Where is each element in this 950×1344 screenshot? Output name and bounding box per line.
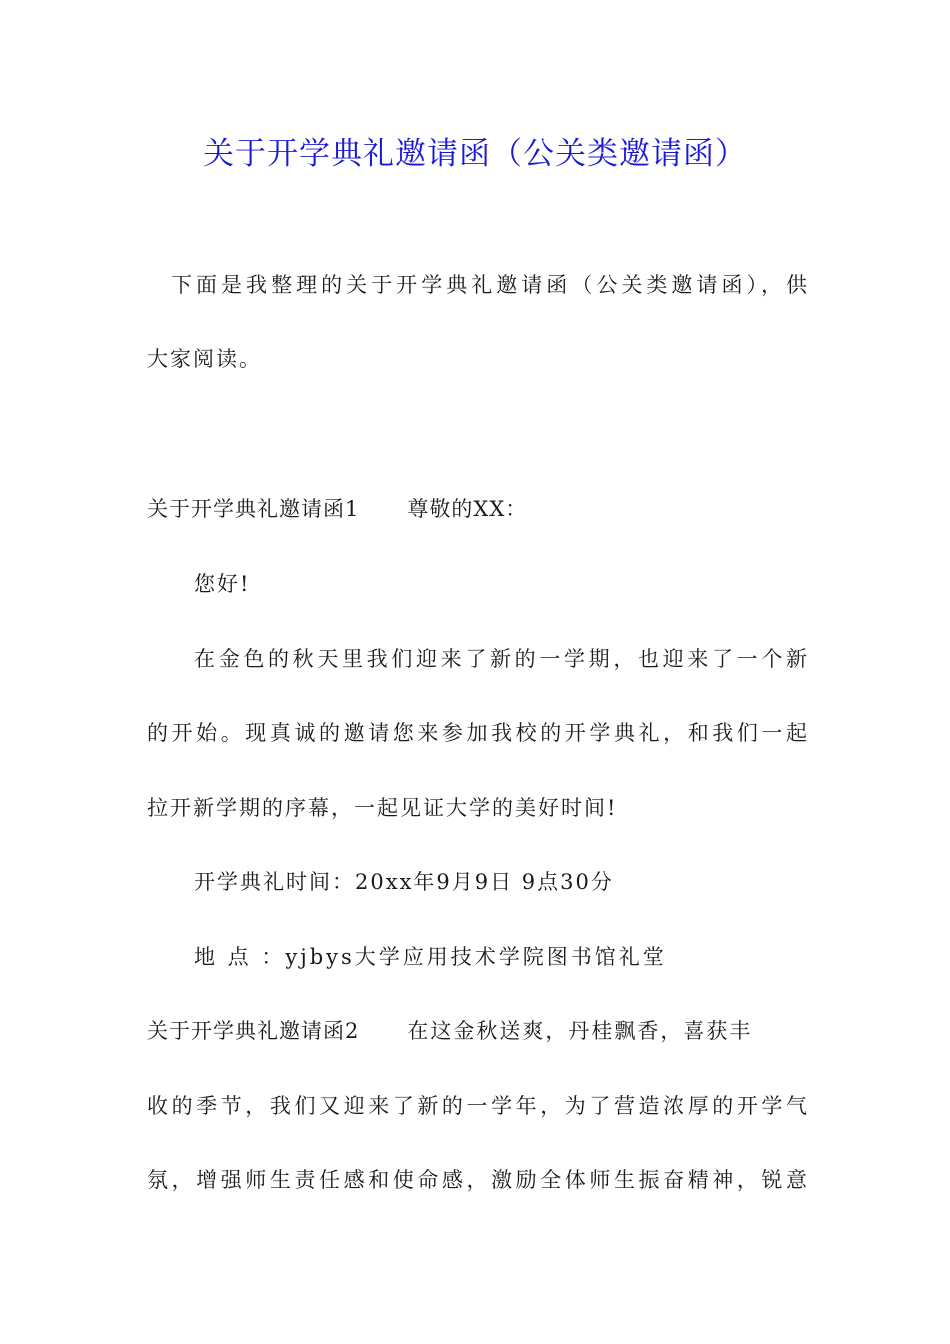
- section1-time: 开学典礼时间：20xx年9月9日 9点30分: [194, 870, 614, 894]
- document-title: 关于开学典礼邀请函（公关类邀请函）: [203, 136, 747, 172]
- section1-salutation: 尊敬的XX：: [407, 497, 528, 521]
- section2-line-1-rest: 在这金秋送爽，丹桂飘香，喜获丰: [407, 1019, 753, 1043]
- section1-heading: 关于开学典礼邀请函1: [147, 497, 360, 521]
- section1-para-line-3: 拉开新学期的序幕，一起见证大学的美好时间!: [147, 796, 618, 820]
- section1-place: 地 点 ：yjbys大学应用技术学院图书馆礼堂: [194, 945, 667, 969]
- section1-greeting: 您好!: [194, 572, 251, 596]
- intro-line-1: 下面是我整理的关于开学典礼邀请函（公关类邀请函），供: [171, 273, 807, 297]
- section1-heading-line: [147, 494, 807, 524]
- section2-heading-line: [147, 1016, 807, 1046]
- section1-para-line-2: 的开始。现真诚的邀请您来参加我校的开学典礼，和我们一起: [147, 721, 807, 745]
- section2-heading: 关于开学典礼邀请函2: [147, 1019, 360, 1043]
- section2-line-3: 氛，增强师生责任感和使命感，激励全体师生振奋精神，锐意: [147, 1168, 807, 1192]
- section1-para-line-1: 在金色的秋天里我们迎来了新的一学期，也迎来了一个新: [194, 647, 807, 671]
- intro-line-2: 大家阅读。: [147, 347, 262, 371]
- section2-line-2: 收的季节，我们又迎来了新的一学年，为了营造浓厚的开学气: [147, 1094, 807, 1118]
